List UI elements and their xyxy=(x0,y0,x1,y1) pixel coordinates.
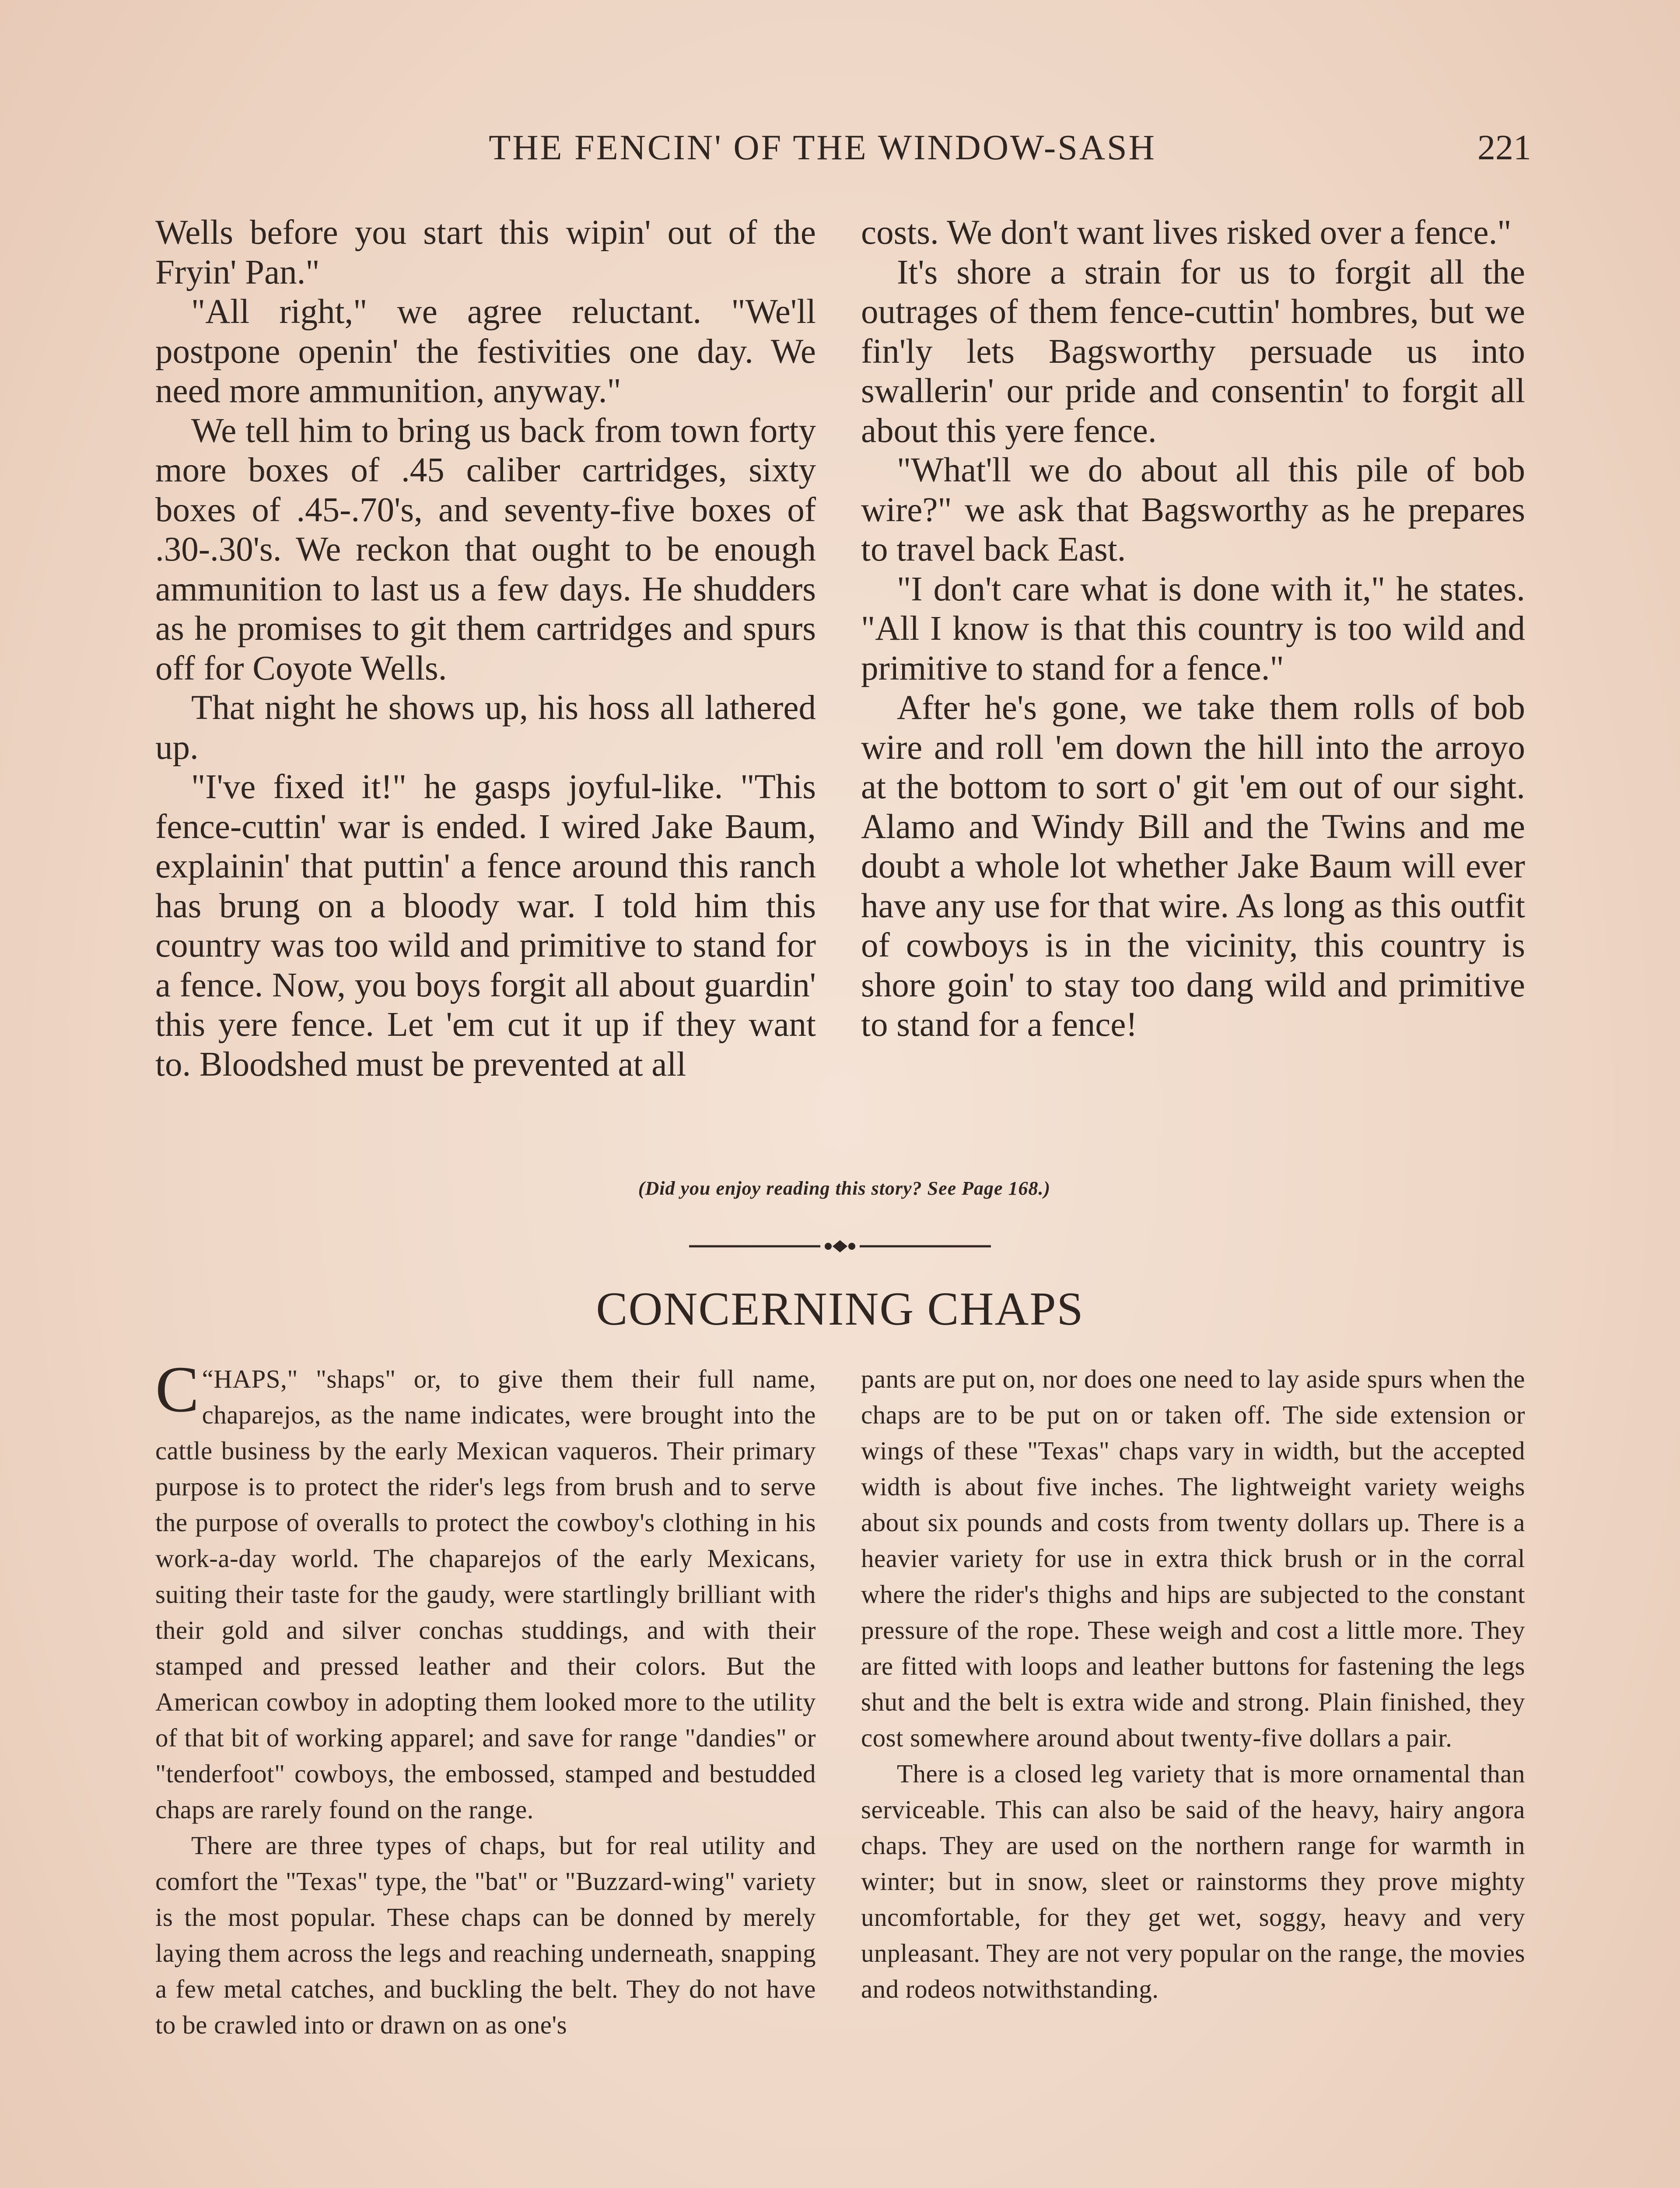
paragraph: After he's gone, we take them rolls of bob wire and roll 'em down the hill into the arroyo at the bottom to sort o' git 'em out of our sight. Alamo and Windy Bill and the Twins and me doubt a whole lot whether Jake Baum will ever have any use for that wire. As long as this outfit of cowboys is in the vicinity, this country is shore goin' to stay too dang wild and primitive to stand for a fence! xyxy=(861,689,1525,1044)
story-column-left xyxy=(155,213,816,1084)
lead-text: HAPS," "shaps" or, to give them their full name, chaparejos, as the name indicates, were brought into the cattle business by the early Mexican vaqueros. Their primary purpose is to protect the rider's legs from brush and to serve the purpose of overalls to protect the cowboy's clothing in his work-a-day world. The chaparejos of the early Mexicans, suiting their taste for the gaudy, were startlingly brilliant with their gold and silver conchas studdings, and with their stamped and pressed leather and their colors. But the American cowboy in adopting them looked more to the utility of that bit of working apparel; and save for range "dandies" or "tenderfoot" cowboys, the embossed, stamped and bestudded chaps are rarely found on the range. xyxy=(155,1364,816,1824)
paragraph xyxy=(155,1353,816,1827)
opening-quote: “ xyxy=(202,1364,214,1393)
paragraph: "I've fixed it!" he gasps joyful-like. "This fence-cuttin' war is ended. I wired Jake Baum, explainin' that puttin' a fence around this ranch has brung on a bloody war. I told him this country was too wild and primitive to stand for a fence. Now, you boys forgit all about guardin' this yere fence. Let 'em cut it up if they want to. Bloodshed must be prevented at all xyxy=(155,768,816,1083)
paragraph: There is a closed leg variety that is more ornamental than serviceable. This can also be said of the heavy, hairy angora chaps. They are used on the northern range for warmth in winter; but in snow, sleet or rainstorms they prove mighty uncomfortable, for they get wet, soggy, heavy and very unpleasant. They are not very popular on the range, the movies and rodeos notwithstanding. xyxy=(861,1759,1525,2003)
paragraph: "All right," we agree reluctant. "We'll postpone openin' the festivities one day. We need more ammunition, anyway." xyxy=(155,293,816,410)
paragraph: "What'll we do about all this pile of bob wire?" we ask that Bagsworthy as he prepares to travel back East. xyxy=(861,451,1525,568)
article-column-left xyxy=(155,1353,816,2043)
article-title: CONCERNING CHAPS xyxy=(596,1283,1084,1335)
paragraph: That night he shows up, his hoss all lathered up. xyxy=(155,689,816,767)
article-column-right xyxy=(861,1361,1525,2007)
drop-cap: C xyxy=(155,1353,200,1426)
page-number: 221 xyxy=(1477,127,1531,167)
paragraph: pants are put on, nor does one need to lay aside spurs when the chaps are to be put on or taken off. The side extension or wings of these "Texas" chaps vary in width, but the accepted width is about five inches. The lightweight variety weighs about six pounds and costs from twenty dollars up. There is a heavier variety for use in extra thick brush or in the corral where the rider's thighs and hips are subjected to the constant pressure of the rope. These weigh and cost a little more. They are fitted with loops and leather buttons for fastening the legs shut and the belt is extra wide and strong. Plain finished, they cost somewhere around about twenty-five dollars a pair. xyxy=(861,1364,1525,1752)
paragraph: There are three types of chaps, but for real utility and comfort the "Texas" type, the "bat" or "Buzzard-wing" variety is the most popular. These chaps can be donned by merely laying them across the legs and reaching underneath, snapping a few metal catches, and buckling the belt. They do not have to be crawled into or drawn on as one's xyxy=(155,1831,816,2039)
paragraph: costs. We don't want lives risked over a fence." xyxy=(861,214,1512,252)
story-column-right xyxy=(861,213,1525,1045)
running-title: THE FENCIN' OF THE WINDOW-SASH xyxy=(489,127,1156,167)
paragraph: We tell him to bring us back from town forty more boxes of .45 caliber cartridges, sixty boxes of .45-.70's, and seventy-five boxes of .30-.30's. We reckon that ought to be enough ammunition to last us a few days. He shudders as he promises to git them cartridges and spurs off for Coyote Wells. xyxy=(155,411,816,687)
divider-ornament xyxy=(689,1238,991,1255)
story-footnote: (Did you enjoy reading this story? See Page 168.) xyxy=(638,1178,1051,1199)
paragraph: "I don't care what is done with it," he states. "All I know is that this country is too wild and primitive to stand for a fence." xyxy=(861,570,1525,687)
paragraph: Wells before you start this wipin' out of the Fryin' Pan." xyxy=(155,214,816,291)
paragraph: It's shore a strain for us to forgit all the outrages of them fence-cuttin' hombres, but we fin'ly lets Bagsworthy persuade us into swallerin' our pride and consentin' to forgit all about this yere fence. xyxy=(861,253,1525,450)
